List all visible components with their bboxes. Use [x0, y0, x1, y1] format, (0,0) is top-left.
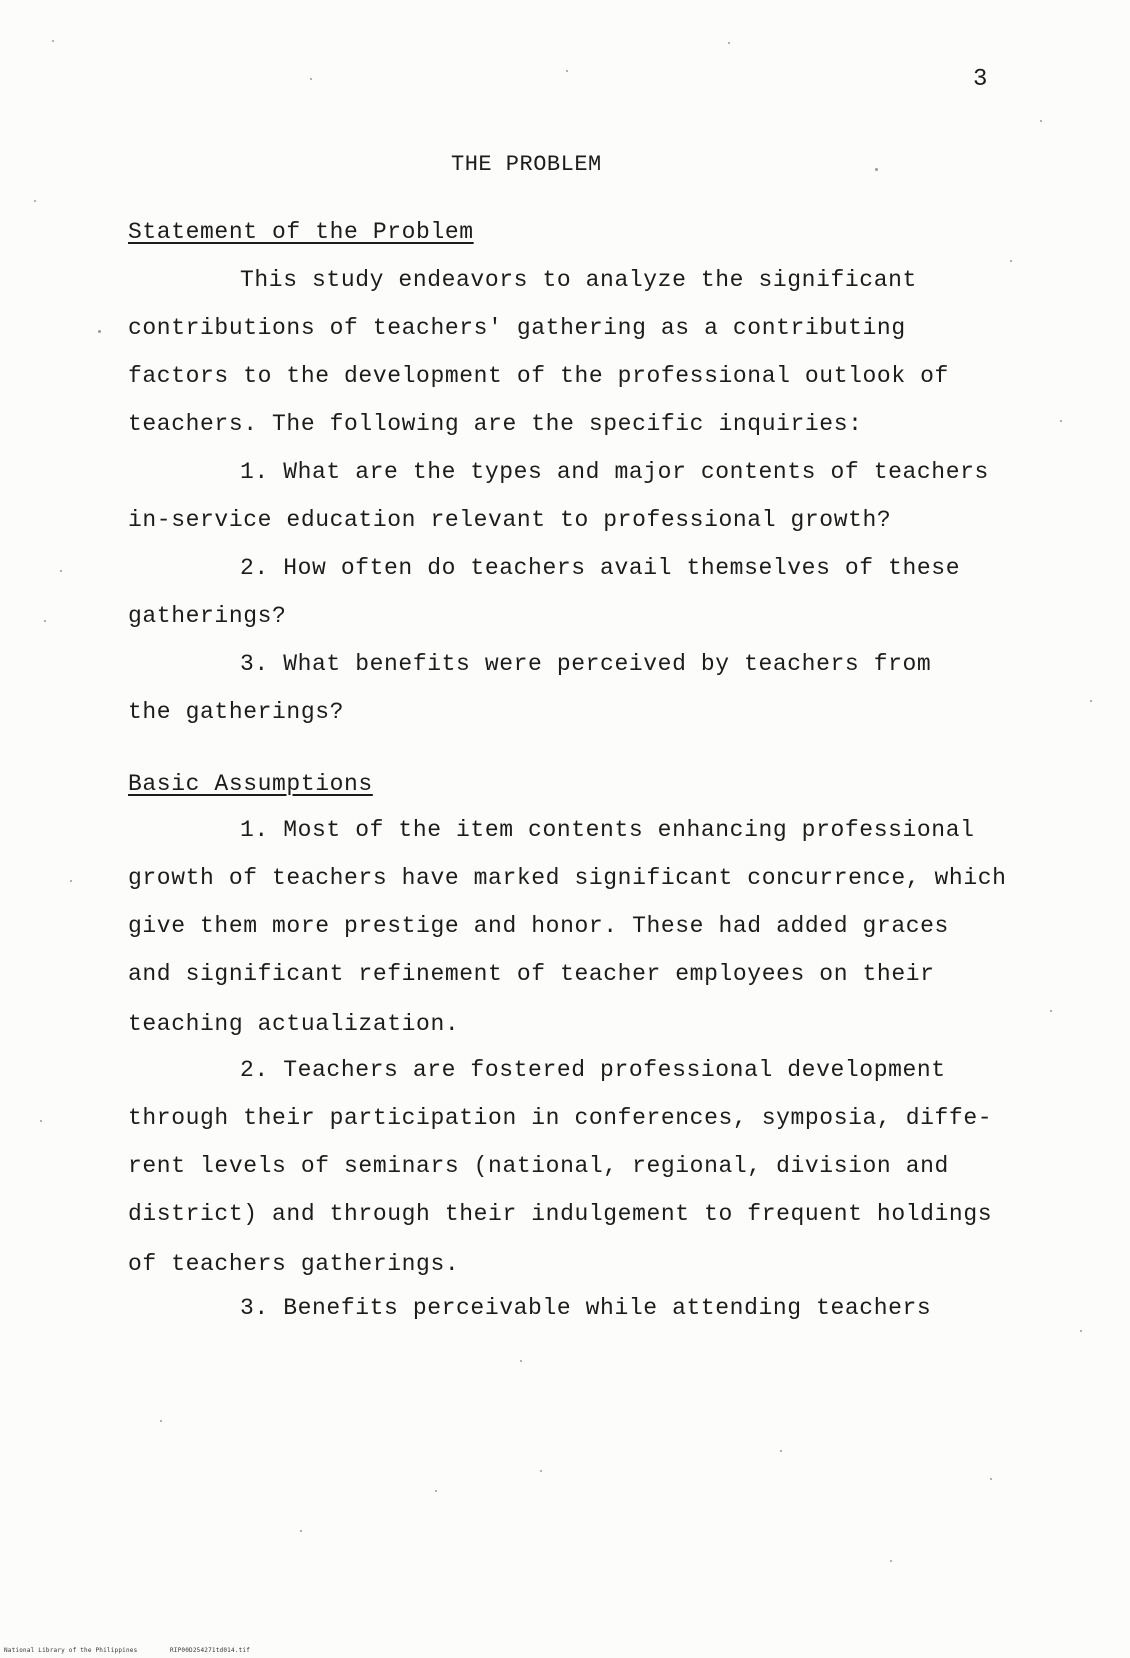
text-line: 3. Benefits perceivable while attending teachers: [240, 1295, 932, 1321]
text-line: 2. How often do teachers avail themselves of these: [240, 555, 961, 581]
text-line: 1. What are the types and major contents of teachers: [240, 459, 989, 485]
page-number: 3: [973, 66, 988, 93]
section-heading-statement: Statement of the Problem: [128, 219, 474, 245]
text-line: 2. Teachers are fostered professional development: [240, 1057, 946, 1083]
text-line: in-service education relevant to professional growth?: [128, 507, 892, 533]
text-line: rent levels of seminars (national, regional, division and: [128, 1153, 949, 1179]
text-line: teachers. The following are the specific inquiries:: [128, 411, 863, 437]
text-line: gatherings?: [128, 603, 287, 629]
text-line: contributions of teachers' gathering as a contributing: [128, 315, 906, 341]
footer-library: National Library of the Philippines: [4, 1647, 138, 1654]
text-line: 3. What benefits were perceived by teachers from: [240, 651, 932, 677]
text-line: through their participation in conferences, symposia, diffe-: [128, 1105, 993, 1131]
text-line: of teachers gatherings.: [128, 1251, 460, 1277]
text-line: This study endeavors to analyze the significant: [240, 267, 917, 293]
footer-file: RIP00D254271td014.tif: [170, 1647, 251, 1654]
text-line: factors to the development of the professional outlook of: [128, 363, 949, 389]
text-line: give them more prestige and honor. These had added graces: [128, 913, 949, 939]
text-line: and significant refinement of teacher employees on their: [128, 961, 935, 987]
text-line: the gatherings?: [128, 699, 345, 725]
section-heading-assumptions: Basic Assumptions: [128, 771, 373, 797]
text-line: 1. Most of the item contents enhancing professional: [240, 817, 975, 843]
text-line: district) and through their indulgement to frequent holdings: [128, 1201, 993, 1227]
text-line: growth of teachers have marked significant concurrence, which: [128, 865, 1007, 891]
page-title: THE PROBLEM: [451, 152, 602, 177]
text-line: teaching actualization.: [128, 1011, 460, 1037]
